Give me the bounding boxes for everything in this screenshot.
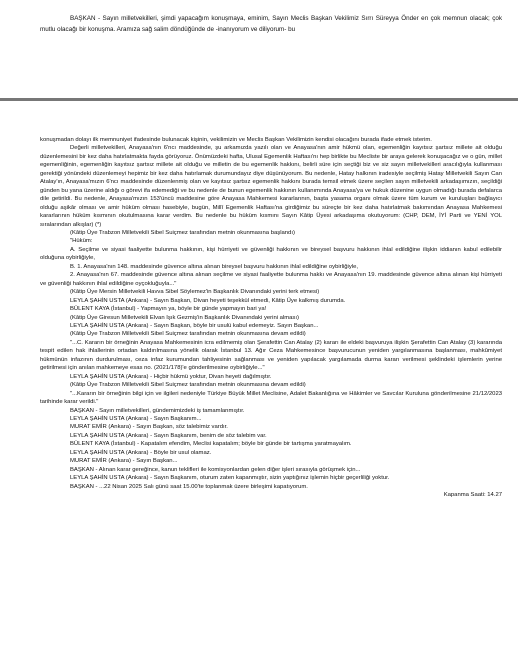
transcript-paragraph: MURAT EMİR (Ankara) - Sayın Başkan, söz talebimiz vardır. (70, 424, 228, 431)
transcript-paragraph: BAŞKAN - Alınan karar gereğince, kanun teklifleri ile komisyonlardan gelen diğer işleri sırasıyla görüşmek için... (70, 466, 361, 473)
closing-time: Kapanma Saati: 14.27 (443, 492, 502, 499)
transcript-paragraph: (Kâtip Üye Trabzon Milletvekili Sibel Suiçmez tarafından metnin okunmasına devam edildi) (70, 331, 306, 338)
transcript-paragraph: "...C. Kararın bir örneğinin Anayasa Mahkemesinin icra edilmemiş olan Şerafettin Can Atalay (2) kararı ile eldeki başvuruya ilişkin Şerafettin Can Atalay (3) kararında tespit edilen hak ihlallerinin ortadan kaldırılmasına yönelik olarak İstanbul 13. Ağır Ceza Mahkemesince başvurucunun yeniden yargılanmasına başlanması, mahkûmiyet hükmünün infazının durdurulması, ceza infaz kurumundan tahliyesinin sağlanması ve yeniden yapılacak yargılamada durma kararı verilmesi şeklindeki işlemlerin yerine getirilmesi için anılan mahkemeye esas no. (2021/178)'e gönderilmesine oybirliğiyle..." (40, 339, 502, 372)
transcript-paragraph: (Kâtip Üye Mersin Milletvekili Havva Sibel Söylemez'in Başkanlık Divanındaki yerini terk etmesi) (70, 289, 320, 296)
transcript-paragraph: B. 1. Anayasa'nın 148. maddesinde güvence altına alınan bireysel başvuru hakkının ihlal edildiğine oybirliğiyle, (70, 263, 358, 270)
transcript-paragraph: LEYLA ŞAHİN USTA (Ankara) - Sayın Başkanım, benim de söz talebim var. (70, 432, 267, 439)
transcript-paragraph: A. Seçilme ve siyasi faaliyette bulunma hakkının, kişi hürriyeti ve güvenliği hakkının ve bireysel başvuru hakkının ihlal edildiğine ilişkin iddianın kabul edilebilir olduğuna oybirliğiyle, (40, 246, 502, 262)
previous-page-excerpt (40, 14, 502, 35)
transcript-paragraph: (Kâtip Üye Giresun Milletvekili Elvan Işık Gezmiş'in Başkanlık Divanındaki yerini alması) (70, 314, 299, 321)
transcript-paragraph: konuşmadan dolayı ilk memnuniyet ifadesinde bulunacak kişinin, vekilimizin ve Meclis Başkan Vekilimizin kendisi olacağını burada ifade etmek isterim. (40, 137, 432, 143)
transcript-body (40, 136, 502, 499)
excerpt-text: - Sayın milletvekilleri, şimdi yapacağım konuşmaya, eminim, Sayın Meclis Başkan Vekilimiz Sırrı Süreyya Önder en çok memnun olacak; çok mutlu olacağı bir konuşma. Aramıza sağ salim döndüğünde de -inanıyorum ve diliyorum- bu (40, 15, 502, 33)
transcript-paragraph: BAŞKAN - ...22 Nisan 2025 Salı günü saat 15.00'te toplanmak üzere birleşimi kapatıyorum. (70, 483, 308, 490)
speaker-name: BAŞKAN (70, 15, 96, 22)
transcript-paragraph: MURAT EMİR (Ankara) - Sayın Başkan... (70, 458, 178, 465)
transcript-paragraph: BÜLENT KAYA (İstanbul) - Kapatalım efendim, Meclisi kapatalım; böyle bir günde bir tartışma yaratmayalım. (70, 441, 352, 448)
transcript-paragraph: "...Kararın bir örneğinin bilgi için ve ilgileri nedeniyle Türkiye Büyük Millet Meclisine, Adalet Bakanlığına ve Hâkimler ve Savcılar Kuruluna gönderilmesine 21/12/2023 tarihinde karar verildi." (40, 390, 502, 406)
transcript-paragraph: (Kâtip Üye Trabzon Milletvekili Sibel Suiçmez tarafından metnin okunmasına başlandı) (70, 229, 295, 236)
transcript-paragraph: 2. Anayasa'nın 67. maddesinde güvence altına alınan seçilme ve siyasi faaliyette bulunma hakkı ve Anayasa'nın 19. maddesinde güvence altına alınan kişi hürriyeti ve güvenliği hakkının ihlal edildiğine oyçokluğuyla..." (40, 272, 502, 287)
transcript-paragraph: (Kâtip Üye Trabzon Milletvekili Sibel Suiçmez tarafından metnin okunmasına devam edildi) (70, 382, 306, 389)
transcript-paragraph: Değerli milletvekilleri, Anayasa'nın 6'ncı maddesinde, şu arkamızda yazılı olan ve Anayasa'nın amir hükmü olan, egemenliğin kayıtsız şartsız millete ait olduğu düzenlemesini bir kez daha hatırlatmakta fayda görüyoruz. Önümüzdeki hafta, Ulusal Egemenlik Haftası'nı hep birlikte bu Mecliste bir araya gelerek konuşacağız ve o gün, millet egemenliğinin, egemenliğin kayıtsız şartsız millete ait olduğu ve milletin de bu egemenlik hakkını, belirli süre için seçtiği biz ve siz sayın milletvekilleri aracılığıyla kullanması gerektiği yönündeki düzenlemeyi hepimiz bir kez daha hatırlamak durumundayız diye düşünüyorum. Bu nedenle, Hatay halkının iradesiyle seçilmiş Hatay Milletvekili Sayın Can Atalay'ın, Anayasa'mızın 6'ncı maddesinde düzenlenmiş olan ve kayıtsız şartsız egemenlik hakkını burada temsil etmek üzere seçilen sayın milletvekili arkadaşımızın, seçildiği günden bu yana üzerine aldığı o görevi ifa edemediği ve bu nedenle de bunun egemenlik hakkının kullanımında Anayasa'ya ve hukuk düzenine uygun olmadığı burada defalarca dile getirildi. Bu nedenle, Anayasa'mızın 153'üncü maddesine göre Anayasa Mahkemesi kararlarının, başta yasama organı olmak üzere tüm kurum ve kuruluşları bağlayıcı olduğu aşikâr olması ve amir hüküm olması hasebiyle, bugün, Millî Egemenlik Haftası'na girdiğimiz bu süreçte bir kez daha hatırlatmak bakımından Anayasa Mahkemesi kararlarının hüküm kısmının okutulmasına karar verdim. Bu nedenle bu hüküm kısmını Sayın Kâtip Üyesi arkadaşıma okutuyorum: (CHP, DEM, İYİ Parti ve YENİ YOL sıralarından alkışlar) (*) (40, 145, 502, 228)
transcript-paragraph: LEYLA ŞAHİN USTA (Ankara) - Sayın Başkanım, oturum zaten kapanmıştır, sizin yaptığınız işlemin hiçbir geçerliliği yoktur. (70, 475, 390, 482)
transcript-paragraph: "Hüküm: (70, 238, 93, 245)
transcript-paragraph: LEYLA ŞAHİN USTA (Ankara) - Sayın Başkanım... (70, 415, 202, 422)
transcript-paragraph: LEYLA ŞAHİN USTA (Ankara) - Sayın Başkan, böyle bir usulü kabul edemeyiz. Sayın Başkan... (70, 322, 319, 329)
transcript-paragraph: BÜLENT KAYA (İstanbul) - Yapmayın ya, böyle bir günde yapmayın bari ya! (70, 306, 267, 313)
transcript-paragraph: LEYLA ŞAHİN USTA (Ankara) - Böyle bir usul olamaz. (70, 449, 212, 456)
transcript-paragraph: BAŞKAN - Sayın milletvekilleri, gündemimizdeki iş tamamlanmıştır. (70, 407, 245, 414)
transcript-paragraph: LEYLA ŞAHİN USTA (Ankara) - Hiçbir hükmü yoktur, Divan heyeti dağılmıştır. (70, 373, 272, 380)
page-divider (0, 98, 518, 101)
transcript-paragraph: LEYLA ŞAHİN USTA (Ankara) - Sayın Başkan, Divan heyeti teşekkül etmedi, Kâtip Üye kalkmış durumda. (70, 297, 346, 304)
